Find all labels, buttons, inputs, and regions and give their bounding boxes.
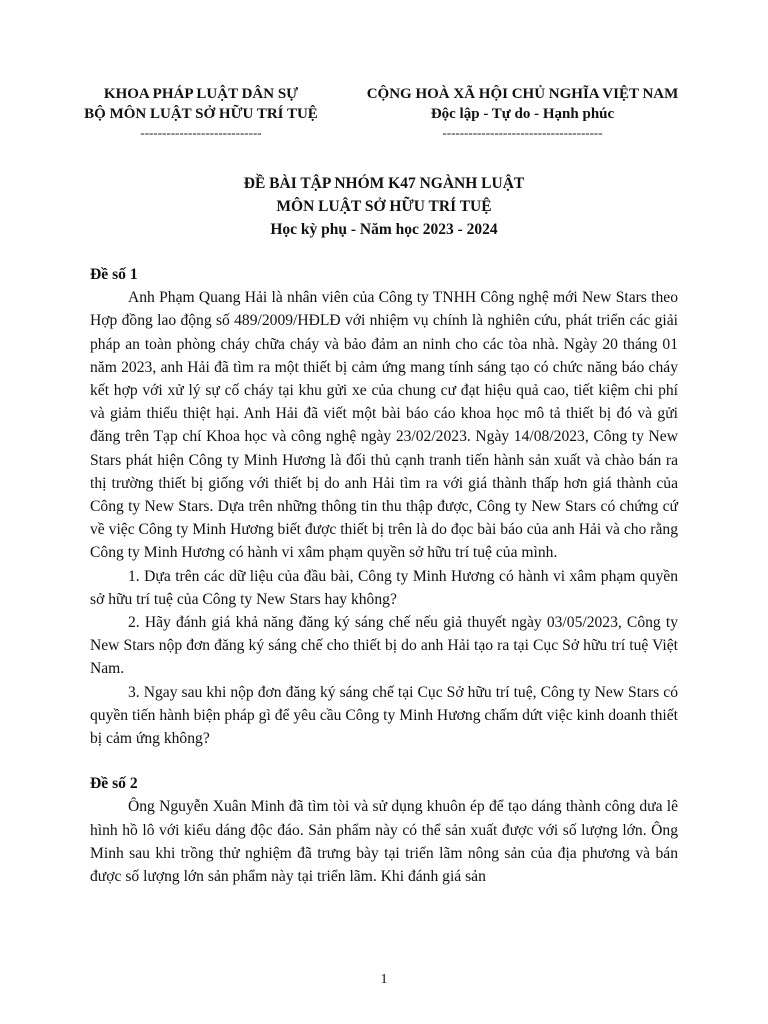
faculty-name: KHOA PHÁP LUẬT DÂN SỰ	[103, 86, 299, 102]
faculty-divider: ----------------------------	[140, 125, 262, 140]
document-titles	[0, 172, 768, 241]
section-1-title: Đề số 1	[90, 266, 138, 283]
national-motto-block	[355, 84, 690, 142]
faculty-block	[70, 84, 332, 142]
section-2-title: Đề số 2	[90, 775, 138, 793]
national-motto: Độc lập - Tự do - Hạnh phúc	[430, 106, 615, 122]
section-1-intro: Anh Phạm Quang Hải là nhân viên của Công ty TNHH Công nghệ mới New Stars theo Hợp đồng lao động số 489/2009/HĐLĐ với nhiệm vụ chính là nghiên cứu, phát triển các giải pháp an toàn phòng cháy chữa cháy và bảo đảm an ninh cho các tòa nhà. Ngày 20 tháng 01 năm 2023, anh Hải đã tìm ra một thiết bị cảm ứng mang tính sáng tạo có chức năng báo cháy kết hợp với xử lý sự cố cháy tại khu gửi xe của chung cư đạt hiệu quả cao, tiết kiệm chi phí và giảm thiểu thiệt hại. Anh Hải đã viết một bài báo cáo khoa học mô tả thiết bị đó và gửi đăng trên Tạp chí Khoa học và công nghệ ngày 23/02/2023. Ngày 14/08/2023, Công ty New Stars phát hiện Công ty Minh Hương là đối thủ cạnh tranh tiến hành sản xuất và chào bán ra thị trường thiết bị giống với thiết bị do anh Hải tìm ra với giá thành thấp hơn giá thành của Công ty New Stars. Dựa trên những thông tin thu thập được, Công ty New Stars có chứng cứ về việc Công ty Minh Hương biết được thiết bị trên là do đọc bài báo của anh Hải và cho rằng Công ty Minh Hương có hành vi xâm phạm quyền sở hữu trí tuệ của mình.	[90, 289, 678, 562]
section-1-question-1: 1. Dựa trên các dữ liệu của đầu bài, Công ty Minh Hương có hành vi xâm phạm quyền sở hữu trí tuệ của Công ty New Stars hay không?	[90, 567, 678, 608]
semester-title: Học kỳ phụ - Năm học 2023 - 2024	[270, 221, 498, 238]
section-gap	[90, 750, 678, 772]
section-1-question-2: 2. Hãy đánh giá khả năng đăng ký sáng chế nếu giả thuyết ngày 03/05/2023, Công ty New Stars nộp đơn đăng ký sáng chế cho thiết bị do anh Hải tạo ra tại Cục Sở hữu trí tuệ Việt Nam.	[90, 614, 678, 678]
motto-divider: -------------------------------------	[442, 125, 603, 140]
section-1-question-3: 3. Ngay sau khi nộp đơn đăng ký sáng chế tại Cục Sở hữu trí tuệ, Công ty New Stars có quyền tiến hành biện pháp gì để yêu cầu Công ty Minh Hương chấm dứt việc kinh doanh thiết bị cảm ứng không?	[90, 683, 678, 748]
page-number: 1	[380, 972, 388, 987]
exam-title: ĐỀ BÀI TẬP NHÓM K47 NGÀNH LUẬT	[243, 175, 525, 192]
section-2-intro: Ông Nguyễn Xuân Minh đã tìm tòi và sử dụng khuôn ép để tạo dáng thành công dưa lê hình hồ lô với kiểu dáng độc đáo. Sản phẩm này có thể sản xuất được với số lượng lớn. Ông Minh sau khi trồng thử nghiệm đã trưng bày tại triển lãm nông sản của địa phương và bán được số lượng lớn sản phẩm này tại triển lãm. Khi đánh giá sản	[90, 798, 678, 886]
document-header	[0, 84, 768, 148]
document-body	[90, 263, 678, 888]
department-name: BỘ MÔN LUẬT SỞ HỮU TRÍ TUỆ	[84, 106, 318, 122]
subject-title: MÔN LUẬT SỞ HỮU TRÍ TUỆ	[276, 198, 492, 215]
country-name: CỘNG HOÀ XÃ HỘI CHỦ NGHĨA VIỆT NAM	[366, 86, 679, 102]
